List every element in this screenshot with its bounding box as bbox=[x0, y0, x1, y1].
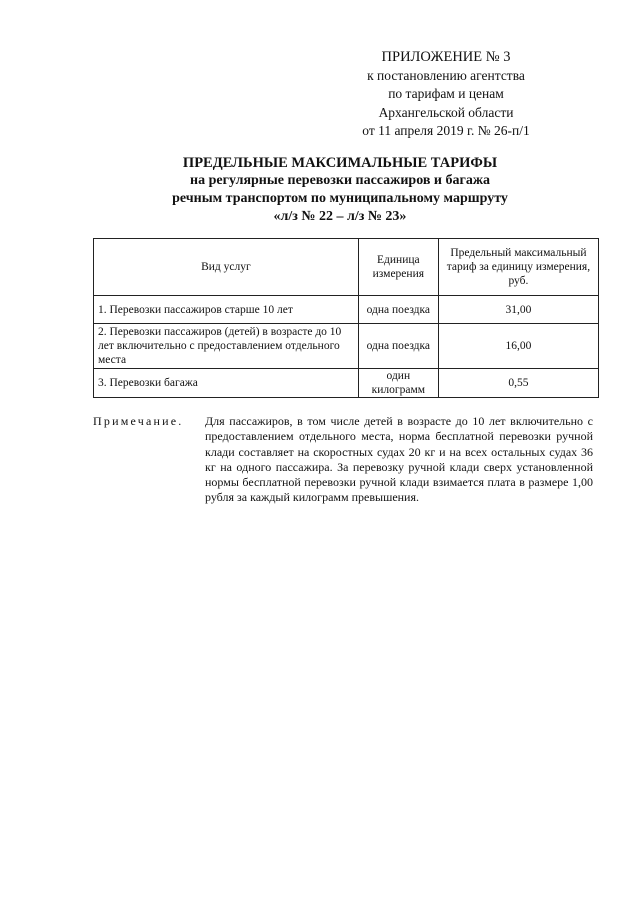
header-unit: Единица измерения bbox=[358, 239, 438, 296]
cell-tariff: 31,00 bbox=[438, 296, 598, 324]
header-tariff: Предельный максимальный тариф за единицу измерения, руб. bbox=[438, 239, 598, 296]
note-text: Для пассажиров, в том числе детей в возрасте до 10 лет включительно с предоставлением отдельного места, норма бесплатной перевозки ручной клади составляет на скоростных судах 20 кг и на всех остальных судах 36 кг на одного пассажира. За перевозку ручной клади сверх установленной нормы бесплатной перевозки ручной клади взимается плата в размере 1,00 рубля за каждый килограмм превышения. bbox=[205, 414, 593, 505]
title-subtitle-1: на регулярные перевозки пассажиров и багажа bbox=[190, 173, 490, 188]
cell-unit: одна поездка bbox=[358, 296, 438, 324]
table-row bbox=[94, 296, 599, 324]
cell-service: 3. Перевозки багажа bbox=[94, 369, 359, 398]
cell-unit: один килограмм bbox=[358, 369, 438, 398]
cell-tariff: 0,55 bbox=[438, 369, 598, 398]
title-main: ПРЕДЕЛЬНЫЕ МАКСИМАЛЬНЫЕ ТАРИФЫ bbox=[182, 155, 498, 171]
appendix-agency-line: по тарифам и ценам bbox=[388, 86, 504, 101]
appendix-date-line: от 11 апреля 2019 г. № 26-п/1 bbox=[362, 123, 530, 138]
appendix-region-line: Архангельской области bbox=[378, 104, 514, 120]
cell-tariff: 16,00 bbox=[438, 324, 598, 369]
cell-service: 2. Перевозки пассажиров (детей) в возрасте до 10 лет включительно с предоставлением отдельного места bbox=[94, 324, 359, 369]
appendix-header bbox=[330, 48, 562, 141]
document-title bbox=[80, 154, 600, 226]
tariff-table bbox=[93, 238, 599, 398]
title-route: «л/з № 22 – л/з № 23» bbox=[273, 209, 407, 224]
cell-service: 1. Перевозки пассажиров старше 10 лет bbox=[94, 296, 359, 324]
header-service: Вид услуг bbox=[94, 239, 359, 296]
appendix-resolution-line: к постановлению агентства bbox=[367, 67, 525, 83]
table-header-row bbox=[94, 239, 599, 296]
table-row bbox=[94, 324, 599, 369]
note-label: Примечание. bbox=[93, 414, 184, 428]
table-row bbox=[94, 369, 599, 398]
title-subtitle-2: речным транспортом по муниципальному маршруту bbox=[172, 191, 508, 206]
cell-unit: одна поездка bbox=[358, 324, 438, 369]
appendix-number: ПРИЛОЖЕНИЕ № 3 bbox=[381, 49, 511, 65]
